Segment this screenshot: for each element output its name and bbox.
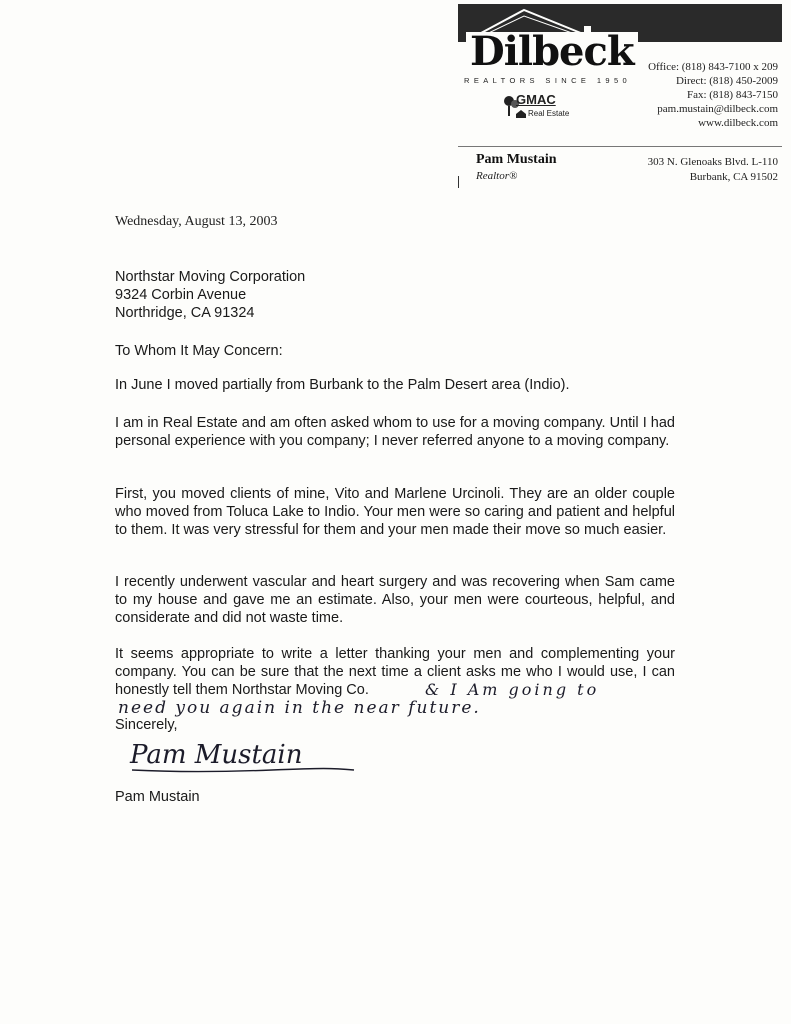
paragraph-4: I recently underwent vascular and heart surgery and was recovering when Sam came to my house and gave me an estimate. Also, your men were courteous, helpful, and considerate and did not waste time. (115, 574, 675, 626)
recipient-line-2: 9324 Corbin Avenue (115, 287, 247, 303)
signature-flourish (132, 758, 362, 778)
paragraph-5: It seems appropriate to write a letter thanking your men and complementing your company. You can be sure that the next time a client asks me who I would use, I can honestly tell them Northstar Moving Co. (115, 646, 675, 698)
recipient-line-1: Northstar Moving Corporation (115, 269, 306, 285)
gmac-wordmark: GMAC (516, 92, 556, 107)
paragraph-2: I am in Real Estate and am often asked whom to use for a moving company. Until I had personal experience with you company; I never referred anyone to a moving company. (115, 415, 675, 449)
brand-logo: Dilbeck (466, 32, 638, 72)
recipient-line-3: Northridge, CA 91324 (115, 305, 255, 321)
office-phone: Office: (818) 843-7100 x 209 (648, 61, 778, 73)
brand-tagline: REALTORS SINCE 1950 (464, 76, 632, 85)
corner-mark (458, 176, 459, 188)
agent-title: Realtor® (476, 170, 518, 182)
agent-name: Pam Mustain (476, 152, 557, 167)
letter-date: Wednesday, August 13, 2003 (115, 214, 278, 229)
paragraph-3: First, you moved clients of mine, Vito and Marlene Urcinoli. They are an older couple who moved from Toluca Lake to Indio. Your men were so caring and patient and helpful to them. It was very stressful for them and your men made their move so much easier. (115, 486, 675, 538)
website: www.dilbeck.com (698, 117, 778, 129)
salutation: To Whom It May Concern: (115, 343, 283, 359)
fax-number: Fax: (818) 843-7150 (686, 89, 778, 101)
contact-block (648, 60, 778, 130)
handwritten-note-line-1: & I Am going to (425, 680, 600, 699)
letterhead (458, 4, 782, 190)
paragraph-1: In June I moved partially from Burbank to the Palm Desert area (Indio). (115, 377, 570, 393)
closing: Sincerely, (115, 717, 178, 733)
gmac-subtitle: Real Estate (528, 109, 570, 118)
direct-phone: Direct: (818) 450-2009 (675, 75, 778, 87)
email-address: pam.mustain@dilbeck.com (657, 103, 778, 115)
handwritten-signature: Pam Mustain (130, 740, 303, 770)
recipient-address (115, 268, 675, 322)
signer-name: Pam Mustain (115, 789, 200, 805)
address-line-1: 303 N. Glenoaks Blvd. L-110 (647, 156, 778, 168)
handwritten-note-line-2: need you again in the near future. (118, 698, 481, 718)
house-icon (516, 110, 526, 118)
office-address (648, 155, 778, 185)
address-line-2: Burbank, CA 91502 (689, 171, 778, 183)
letterhead-divider (458, 146, 782, 147)
